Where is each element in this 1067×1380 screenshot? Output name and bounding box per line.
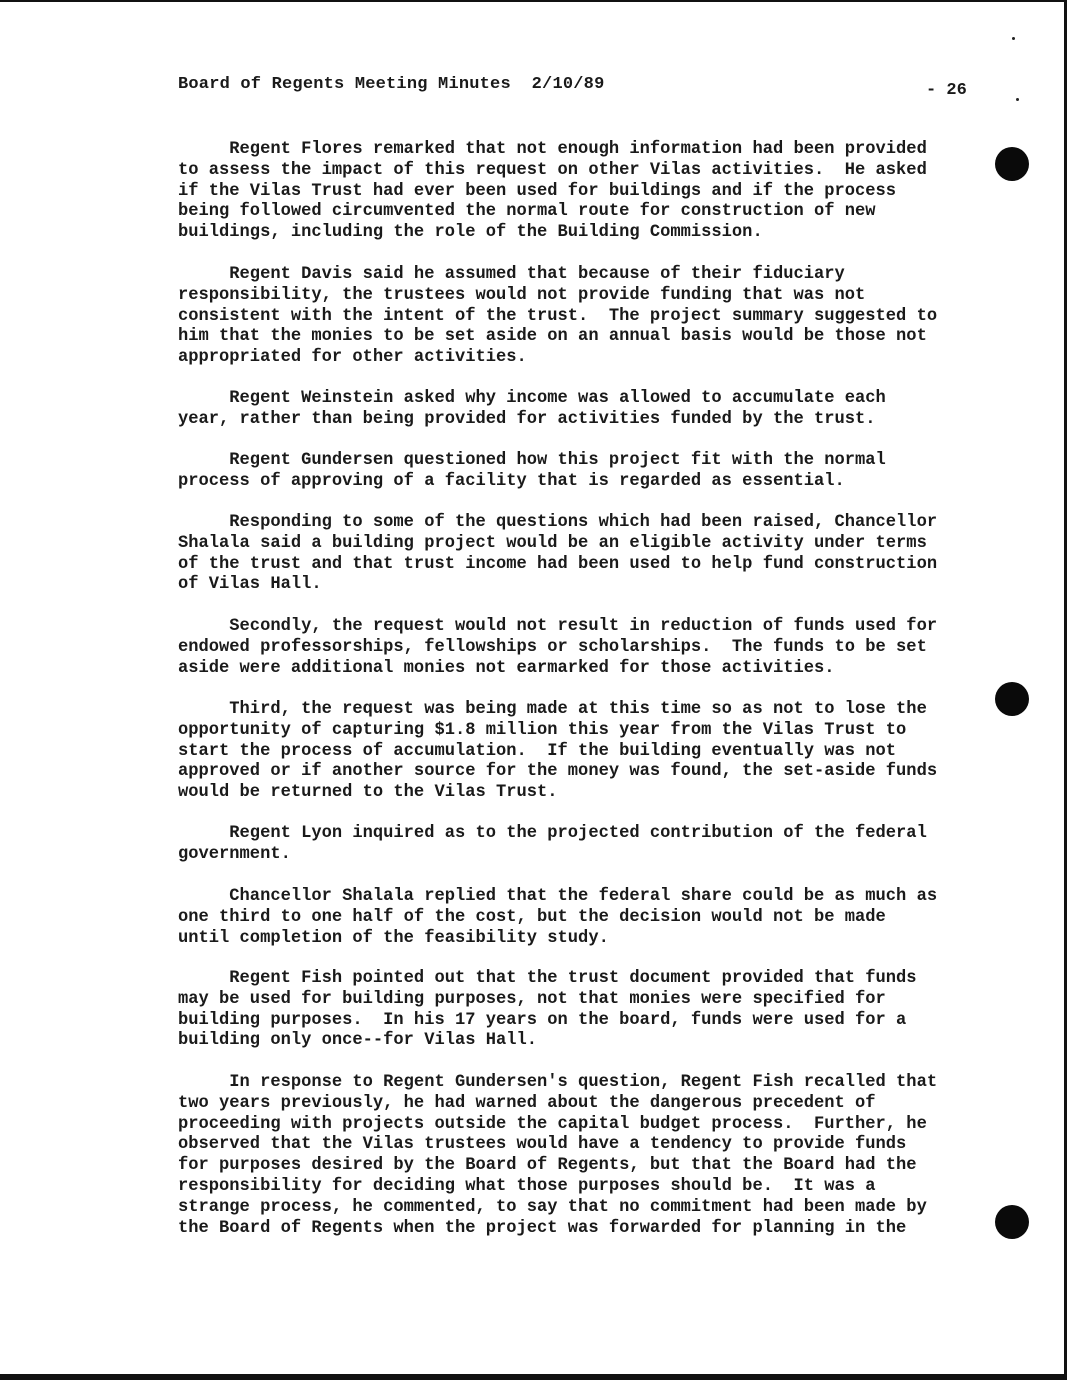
text-line: two years previously, he had warned about the dangerous precedent of (178, 1093, 876, 1113)
paragraph-shalala-reply (178, 887, 978, 949)
text-line: aside were additional monies not earmarked for those activities. (178, 658, 835, 678)
text-line: until completion of the feasibility study. (178, 928, 609, 948)
text-line: responsibility for deciding what those purposes should be. It was a (178, 1176, 876, 1196)
scan-speck (1016, 98, 1019, 101)
text-line: process of approving of a facility that is regarded as essential. (178, 471, 845, 491)
text-line: start the process of accumulation. If the building eventually was not (178, 741, 897, 761)
text-line: would be returned to the Vilas Trust. (178, 783, 558, 803)
paragraph-weinstein (178, 389, 978, 431)
text-line: Shalala said a building project would be an eligible activity under terms (178, 533, 927, 553)
text-line: proceeding with projects outside the capital budget process. Further, he (178, 1114, 927, 1134)
text-line: Third, the request was being made at this time so as not to lose the (178, 700, 927, 719)
text-line: Regent Davis said he assumed that because of their fiduciary (178, 265, 845, 284)
paragraph-lyon (178, 824, 978, 866)
text-line: year, rather than being provided for activities funded by the trust. (178, 409, 876, 429)
text-line: to assess the impact of this request on other Vilas activities. He asked (178, 160, 927, 180)
text-line: buildings, including the role of the Building Commission. (178, 223, 763, 243)
scan-speck (1012, 37, 1015, 40)
text-line: Regent Lyon inquired as to the projected contribution of the federal (178, 824, 927, 843)
text-line: opportunity of capturing $1.8 million this year from the Vilas Trust to (178, 720, 907, 740)
text-line: building purposes. In his 17 years on the board, funds were used for a (178, 1010, 907, 1030)
text-line: government. (178, 844, 291, 864)
text-line: Regent Flores remarked that not enough information had been provided (178, 140, 927, 159)
text-line: responsibility, the trustees would not provide funding that was not (178, 285, 866, 305)
scan-edge-top (0, 0, 1067, 2)
paragraph-davis (178, 265, 978, 369)
text-line: Responding to some of the questions which had been raised, Chancellor (178, 513, 938, 532)
text-line: for purposes desired by the Board of Regents, but that the Board had the (178, 1156, 917, 1176)
paragraph-shalala-response (178, 513, 978, 596)
text-line: strange process, he commented, to say that no commitment had been made by (178, 1197, 927, 1217)
text-line: Regent Fish pointed out that the trust document provided that funds (178, 969, 917, 988)
binder-hole-mark (995, 682, 1029, 716)
text-line: of the trust and that trust income had been used to help fund construction (178, 554, 938, 574)
text-line: him that the monies to be set aside on an annual basis would be those not (178, 327, 927, 347)
text-line: In response to Regent Gundersen's question, Regent Fish recalled that (178, 1073, 938, 1092)
paragraph-secondly (178, 617, 978, 679)
text-line: Chancellor Shalala replied that the federal share could be as much as (178, 887, 938, 906)
text-line: approved or if another source for the money was found, the set-aside funds (178, 762, 938, 782)
page-header-title: Board of Regents Meeting Minutes 2/10/89 (178, 75, 605, 94)
text-line: observed that the Vilas trustees would have a tendency to provide funds (178, 1135, 907, 1155)
paragraph-fish-recall (178, 1073, 978, 1239)
text-line: Regent Weinstein asked why income was allowed to accumulate each (178, 389, 886, 408)
scan-edge-bottom (0, 1374, 1067, 1380)
text-line: building only once--for Vilas Hall. (178, 1031, 538, 1051)
page-number: - 26 (926, 81, 967, 100)
paragraph-third (178, 700, 978, 804)
paragraph-fish (178, 969, 978, 1052)
paragraph-flores (178, 140, 978, 244)
text-line: being followed circumvented the normal route for construction of new (178, 202, 876, 222)
text-line: appropriated for other activities. (178, 348, 527, 368)
text-line: endowed professorships, fellowships or scholarships. The funds to be set (178, 637, 927, 657)
text-line: if the Vilas Trust had ever been used for buildings and if the process (178, 181, 897, 201)
text-line: Secondly, the request would not result in reduction of funds used for (178, 617, 938, 636)
paragraph-gundersen (178, 451, 978, 493)
binder-hole-mark (995, 1205, 1029, 1239)
text-line: consistent with the intent of the trust. The project summary suggested to (178, 306, 938, 326)
text-line: the Board of Regents when the project was forwarded for planning in the (178, 1218, 907, 1238)
binder-hole-mark (995, 147, 1029, 181)
text-line: may be used for building purposes, not that monies were specified for (178, 989, 886, 1009)
text-line: Regent Gundersen questioned how this project fit with the normal (178, 451, 886, 470)
text-line: one third to one half of the cost, but the decision would not be made (178, 907, 886, 927)
text-line: of Vilas Hall. (178, 575, 322, 595)
